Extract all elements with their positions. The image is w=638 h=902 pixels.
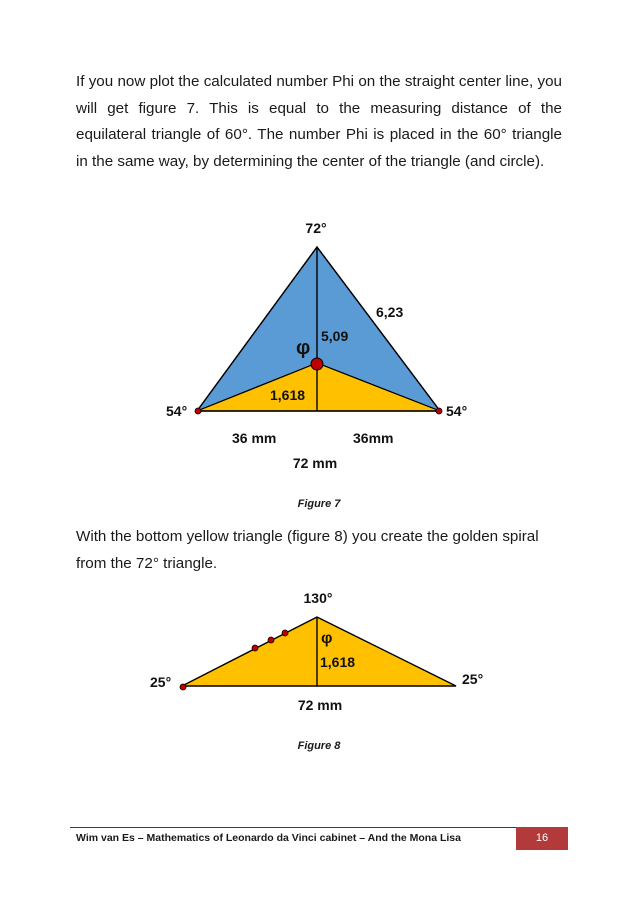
phi-center-dot [311, 358, 323, 370]
spiral-dot-3 [252, 645, 258, 651]
footer-divider [70, 827, 516, 828]
fig7-left-angle: 54° [166, 403, 188, 419]
figure-7-caption: Figure 7 [297, 498, 341, 510]
figure-7-diagram [0, 215, 638, 475]
fig7-right-base: 36mm [353, 430, 394, 446]
fig7-right-angle: 54° [446, 403, 468, 419]
fig7-phi-symbol: φ [296, 337, 311, 359]
fig8-left-angle: 25° [150, 674, 172, 690]
spiral-paragraph: With the bottom yellow triangle (figure 8) you create the golden spiral from the 72° triangle. [76, 528, 539, 572]
fig7-phi-value: 1,618 [270, 387, 306, 403]
yellow-obtuse-triangle [182, 617, 456, 686]
page-number: 16 [516, 827, 568, 850]
figure-8-caption: Figure 8 [297, 740, 341, 752]
spiral-dot-1 [282, 630, 288, 636]
fig7-height-label: 5,09 [321, 328, 349, 344]
footer-text: Wim van Es – Mathematics of Leonardo da Vinci cabinet – And the Mona Lisa [76, 832, 461, 844]
intro-paragraph: If you now plot the calculated number Phi on the straight center line, you will get figure 7. This is equal to the measuring distance of the equilateral triangle of 60°. The number Phi is placed in the 60° triangle in the same way, by determining the center of the triangle (and circle). [76, 73, 562, 170]
fig7-top-angle: 72° [305, 220, 327, 236]
corner-dot-left [195, 408, 201, 414]
fig8-phi-symbol: φ [321, 630, 333, 647]
fig7-side-label: 6,23 [376, 304, 404, 320]
spiral-dot-2 [268, 637, 274, 643]
figure-8-diagram [0, 586, 638, 716]
corner-dot-right [436, 408, 442, 414]
fig8-right-angle: 25° [462, 671, 484, 687]
fig8-base: 72 mm [297, 697, 343, 713]
fig8-top-angle: 130° [303, 590, 333, 606]
fig7-left-base: 36 mm [232, 430, 277, 446]
fig8-phi-value: 1,618 [320, 654, 356, 670]
fig7-total-base: 72 mm [292, 455, 338, 471]
corner-dot-bottom-left [180, 684, 186, 690]
